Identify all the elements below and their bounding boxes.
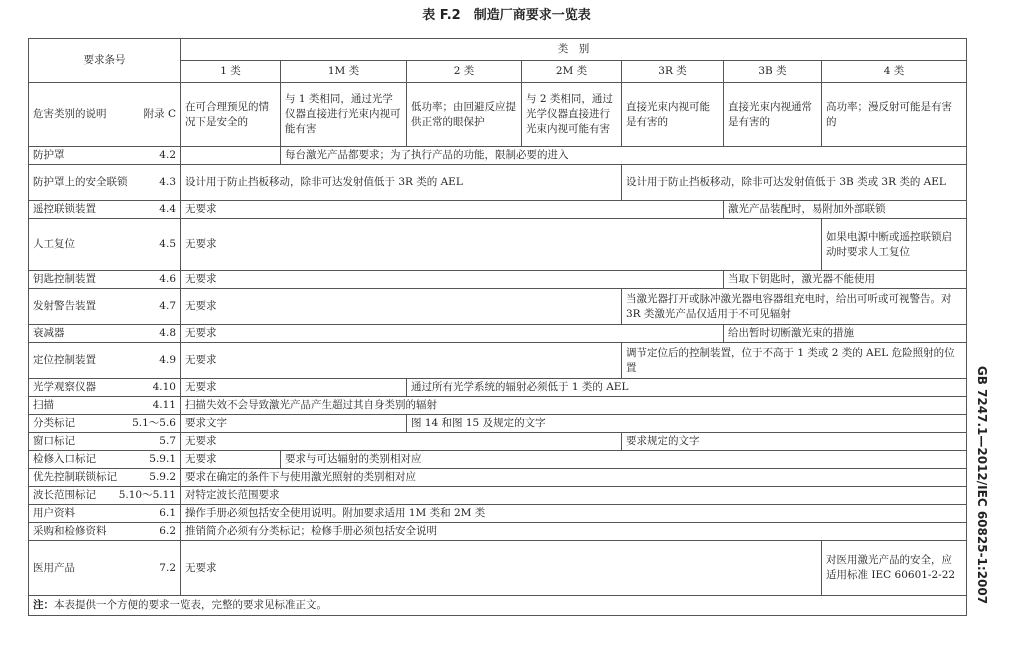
table-row bbox=[29, 397, 967, 415]
row-clause-ref: 4.9 bbox=[159, 354, 176, 366]
table-cell bbox=[181, 147, 281, 165]
row-label bbox=[29, 271, 181, 289]
table-row bbox=[29, 487, 967, 505]
row-label bbox=[29, 289, 181, 325]
header-class-1m: 1M 类 bbox=[281, 61, 407, 83]
table-row bbox=[29, 289, 967, 325]
table-row bbox=[29, 451, 967, 469]
table-note: 注：本表提供一个方便的要求一览表，完整的要求见标准正文。 bbox=[29, 596, 967, 616]
table-cell: 无要求 bbox=[181, 541, 822, 596]
row-clause-ref: 6.1 bbox=[159, 507, 176, 519]
table-cell: 对特定波长范围要求 bbox=[181, 487, 967, 505]
table-row bbox=[29, 415, 967, 433]
row-name: 采购和检修资料 bbox=[33, 525, 107, 537]
table-title: 表 F.2 制造厂商要求一览表 bbox=[422, 8, 591, 23]
table-cell: 与 2 类相同，通过光学仪器直接进行光束内视可能有害 bbox=[522, 83, 622, 147]
row-name: 定位控制装置 bbox=[33, 354, 96, 366]
table-cell: 无要求 bbox=[181, 379, 407, 397]
row-clause-ref: 5.9.1 bbox=[149, 453, 176, 465]
table-cell: 当激光器打开或脉冲激光器电容器组充电时，给出可听或可视警告。对 3R 类激光产品仅适用于不可见辐射 bbox=[622, 289, 967, 325]
table-cell: 要求规定的文字 bbox=[622, 433, 967, 451]
row-name: 扫描 bbox=[33, 399, 54, 411]
table-row bbox=[29, 343, 967, 379]
table-cell: 每台激光产品都要求；为了执行产品的功能，限制必要的进入 bbox=[281, 147, 967, 165]
table-cell: 图 14 和图 15 及规定的文字 bbox=[407, 415, 967, 433]
row-name: 遥控联锁装置 bbox=[33, 203, 96, 215]
row-name: 窗口标记 bbox=[33, 435, 75, 447]
table-row bbox=[29, 505, 967, 523]
row-clause-ref: 4.7 bbox=[159, 300, 176, 312]
table-cell: 无要求 bbox=[181, 201, 724, 219]
row-clause-ref: 4.3 bbox=[159, 176, 176, 188]
table-cell: 无要求 bbox=[181, 289, 622, 325]
header-class-1: 1 类 bbox=[181, 61, 281, 83]
row-label bbox=[29, 343, 181, 379]
table-cell: 在可合理预见的情况下是安全的 bbox=[181, 83, 281, 147]
row-clause-ref: 4.4 bbox=[159, 203, 176, 215]
table-cell: 推销简介必须有分类标记；检修手册必须包括安全说明 bbox=[181, 523, 967, 541]
row-clause-ref: 5.10～5.11 bbox=[118, 489, 176, 501]
table-cell: 高功率；漫反射可能是有害的 bbox=[822, 83, 967, 147]
table-row bbox=[29, 201, 967, 219]
table-cell: 与 1 类相同，通过光学仪器直接进行光束内视可能有害 bbox=[281, 83, 407, 147]
row-name: 医用产品 bbox=[33, 561, 75, 574]
row-name: 发射警告装置 bbox=[33, 300, 96, 312]
table-row bbox=[29, 271, 967, 289]
table-cell: 低功率；由回避反应提供正常的眼保护 bbox=[407, 83, 522, 147]
table-cell: 要求在确定的条件下与使用激光照射的类别相对应 bbox=[181, 469, 967, 487]
table-cell: 无要求 bbox=[181, 325, 724, 343]
header-class-4: 4 类 bbox=[822, 61, 967, 83]
header-class-3b: 3B 类 bbox=[724, 61, 822, 83]
row-label bbox=[29, 451, 181, 469]
row-clause-ref: 5.7 bbox=[159, 435, 176, 447]
header-category: 类 别 bbox=[181, 39, 967, 61]
table-row bbox=[29, 165, 967, 201]
table-cell: 要求与可达辐射的类别相对应 bbox=[281, 451, 967, 469]
table-cell: 设计用于防止挡板移动，除非可达发射值低于 3R 类的 AEL bbox=[181, 165, 622, 201]
row-name: 防护罩上的安全联锁 bbox=[33, 176, 128, 188]
row-clause-ref: 5.1～5.6 bbox=[132, 417, 176, 429]
header-class-3r: 3R 类 bbox=[622, 61, 724, 83]
table-cell: 无要求 bbox=[181, 271, 724, 289]
table-cell: 操作手册必须包括安全使用说明。附加要求适用 1M 类和 2M 类 bbox=[181, 505, 967, 523]
table-cell: 如果电源中断或遥控联锁启动时要求人工复位 bbox=[822, 219, 967, 271]
table-row bbox=[29, 469, 967, 487]
table-cell: 直接光束内视通常是有害的 bbox=[724, 83, 822, 147]
table-row bbox=[29, 541, 967, 596]
row-name: 检修入口标记 bbox=[33, 453, 96, 465]
row-label bbox=[29, 541, 181, 596]
table-row bbox=[29, 523, 967, 541]
table-cell: 无要求 bbox=[181, 451, 281, 469]
table-cell: 对医用激光产品的安全，应适用标准 IEC 60601-2-22 bbox=[822, 541, 967, 596]
row-clause-ref: 5.9.2 bbox=[149, 471, 176, 483]
table-cell: 设计用于防止挡板移动，除非可达发射值低于 3B 类或 3R 类的 AEL bbox=[622, 165, 967, 201]
row-name: 用户资料 bbox=[33, 507, 75, 519]
row-clause-ref: 4.2 bbox=[159, 149, 176, 161]
table-row bbox=[29, 83, 967, 147]
row-clause-ref: 4.10 bbox=[152, 381, 176, 393]
table-row bbox=[29, 219, 967, 271]
row-label bbox=[29, 433, 181, 451]
row-clause-ref: 4.8 bbox=[159, 327, 176, 339]
header-class-2: 2 类 bbox=[407, 61, 522, 83]
table-row bbox=[29, 379, 967, 397]
table-row bbox=[29, 325, 967, 343]
row-label bbox=[29, 165, 181, 201]
row-label bbox=[29, 325, 181, 343]
row-name: 分类标记 bbox=[33, 417, 75, 429]
row-name: 危害类别的说明 bbox=[33, 108, 107, 120]
table-cell: 激光产品装配时，易附加外部联锁 bbox=[724, 201, 967, 219]
row-label bbox=[29, 469, 181, 487]
table-row bbox=[29, 433, 967, 451]
header-class-2m: 2M 类 bbox=[522, 61, 622, 83]
row-clause-ref: 4.5 bbox=[159, 238, 176, 250]
side-standard-number: GB 7247.1—2012/IEC 60825-1:2007 bbox=[975, 365, 989, 605]
row-name: 光学观察仪器 bbox=[33, 381, 96, 393]
row-name: 衰减器 bbox=[33, 327, 65, 339]
row-label bbox=[29, 487, 181, 505]
row-label bbox=[29, 219, 181, 271]
table-cell: 调节定位后的控制装置，位于不高于 1 类或 2 类的 AEL 危险照射的位置 bbox=[622, 343, 967, 379]
table-cell: 无要求 bbox=[181, 433, 622, 451]
manufacturer-requirements-table bbox=[28, 38, 967, 616]
row-label bbox=[29, 397, 181, 415]
table-cell: 给出暂时切断激光束的措施 bbox=[724, 325, 967, 343]
row-label bbox=[29, 147, 181, 165]
table-cell: 要求文字 bbox=[181, 415, 407, 433]
row-label bbox=[29, 201, 181, 219]
row-label bbox=[29, 505, 181, 523]
row-name: 优先控制联锁标记 bbox=[33, 471, 117, 483]
table-cell: 无要求 bbox=[181, 219, 822, 271]
table-cell: 通过所有光学系统的辐射必须低于 1 类的 AEL bbox=[407, 379, 967, 397]
row-label bbox=[29, 83, 181, 147]
row-label bbox=[29, 415, 181, 433]
row-clause-ref: 7.2 bbox=[159, 561, 176, 574]
row-clause-ref: 附录 C bbox=[143, 108, 176, 120]
header-requirement-clause: 要求条号 bbox=[29, 39, 181, 83]
row-name: 人工复位 bbox=[33, 238, 75, 250]
row-label bbox=[29, 523, 181, 541]
row-name: 波长范围标记 bbox=[33, 489, 96, 501]
row-name: 防护罩 bbox=[33, 149, 65, 161]
row-clause-ref: 4.11 bbox=[152, 399, 176, 411]
table-cell: 当取下钥匙时，激光器不能使用 bbox=[724, 271, 967, 289]
row-clause-ref: 4.6 bbox=[159, 273, 176, 285]
row-label bbox=[29, 379, 181, 397]
table-cell: 直接光束内视可能是有害的 bbox=[622, 83, 724, 147]
row-name: 钥匙控制装置 bbox=[33, 273, 96, 285]
table-row bbox=[29, 147, 967, 165]
table-cell: 扫描失效不会导致激光产品产生超过其自身类别的辐射 bbox=[181, 397, 967, 415]
row-clause-ref: 6.2 bbox=[159, 525, 176, 537]
table-cell: 无要求 bbox=[181, 343, 622, 379]
